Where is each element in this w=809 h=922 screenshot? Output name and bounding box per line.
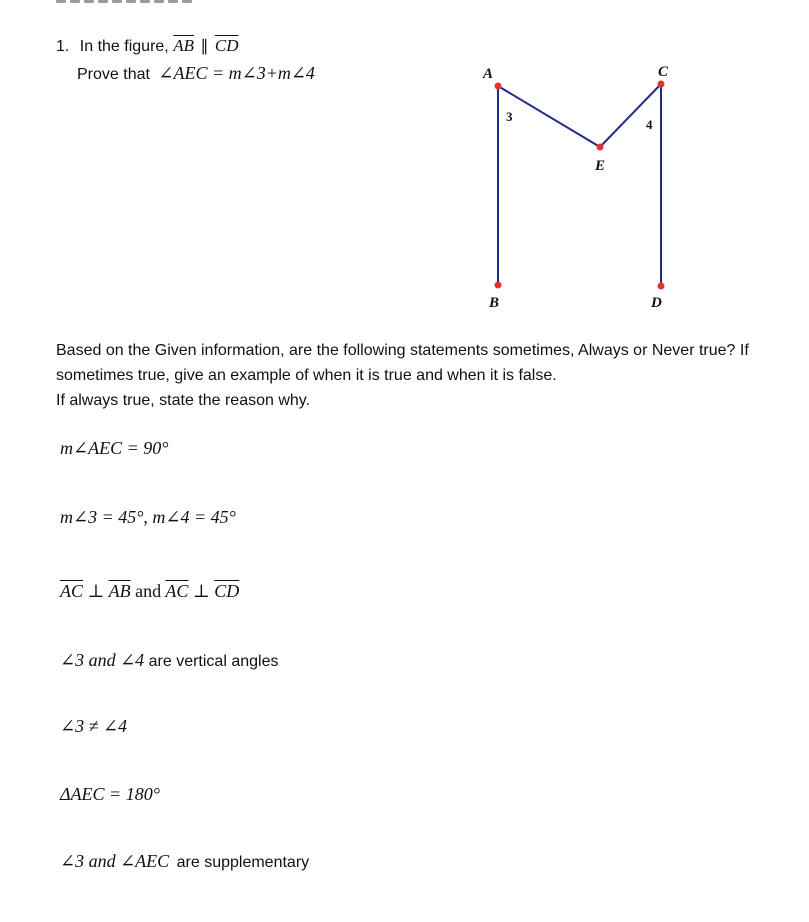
prove-statement: ∠AEC = m∠3+m∠4 <box>158 63 315 83</box>
statement-4 <box>60 650 278 671</box>
segment-cd-2: $\overline{CD}$ <box>214 581 240 601</box>
statement-7-math: ∠3 and ∠AEC <box>60 851 170 871</box>
statement-7-text: are supplementary <box>176 854 310 871</box>
segment-ae-line <box>498 86 600 147</box>
problem-intro: In the figure, <box>79 38 169 55</box>
angle-label-3: 3 <box>506 109 513 124</box>
statement-4-math: ∠3 and ∠4 <box>60 650 145 670</box>
statement-6: ΔAEC = 180° <box>60 784 160 804</box>
point-e <box>597 144 604 151</box>
angle-label-4: 4 <box>646 117 653 132</box>
and-word: and <box>135 581 162 601</box>
statement-3 <box>60 581 239 602</box>
segment-ab: $\overline{AB}$ <box>173 36 194 55</box>
instructions-line-2: sometimes true, give an example of when it is true and when it is false. <box>56 367 557 384</box>
point-d <box>658 283 665 290</box>
point-a <box>495 83 502 90</box>
label-e: E <box>595 158 606 174</box>
point-c <box>658 81 665 88</box>
problem-heading <box>56 36 239 56</box>
label-b: B <box>489 295 500 311</box>
geometry-figure <box>470 55 690 320</box>
segment-cd: $\overline{CD}$ <box>214 36 239 55</box>
segment-ab-2: $\overline{AB}$ <box>108 581 131 601</box>
instructions-line-3: If always true, state the reason why. <box>56 392 311 409</box>
segment-ac-2: $\overline{AC}$ <box>165 581 189 601</box>
label-a: A <box>483 66 494 82</box>
segment-ac: $\overline{AC}$ <box>60 581 84 601</box>
statement-4-text: are vertical angles <box>148 653 279 670</box>
label-d: D <box>651 295 662 311</box>
perp-symbol: ⊥ <box>87 581 105 601</box>
statement-2: m∠3 = 45°, m∠4 = 45° <box>60 507 236 527</box>
instructions <box>56 338 749 413</box>
instructions-line-1: Based on the Given information, are the following statements sometimes, Always or Never true? If <box>56 342 749 359</box>
label-c: C <box>658 64 669 80</box>
point-b <box>495 282 502 289</box>
perp-symbol-2: ⊥ <box>192 581 210 601</box>
parallel-symbol: ∥ <box>200 38 209 55</box>
cropped-header-text <box>56 0 226 3</box>
problem-number: 1. <box>56 38 70 55</box>
segment-ec-line <box>600 84 661 147</box>
statement-1: m∠AEC = 90° <box>60 438 169 458</box>
statement-5: ∠3 ≠ ∠4 <box>60 716 128 736</box>
statement-7 <box>60 851 309 872</box>
prove-line <box>77 63 315 84</box>
prove-prefix: Prove that <box>77 66 150 83</box>
